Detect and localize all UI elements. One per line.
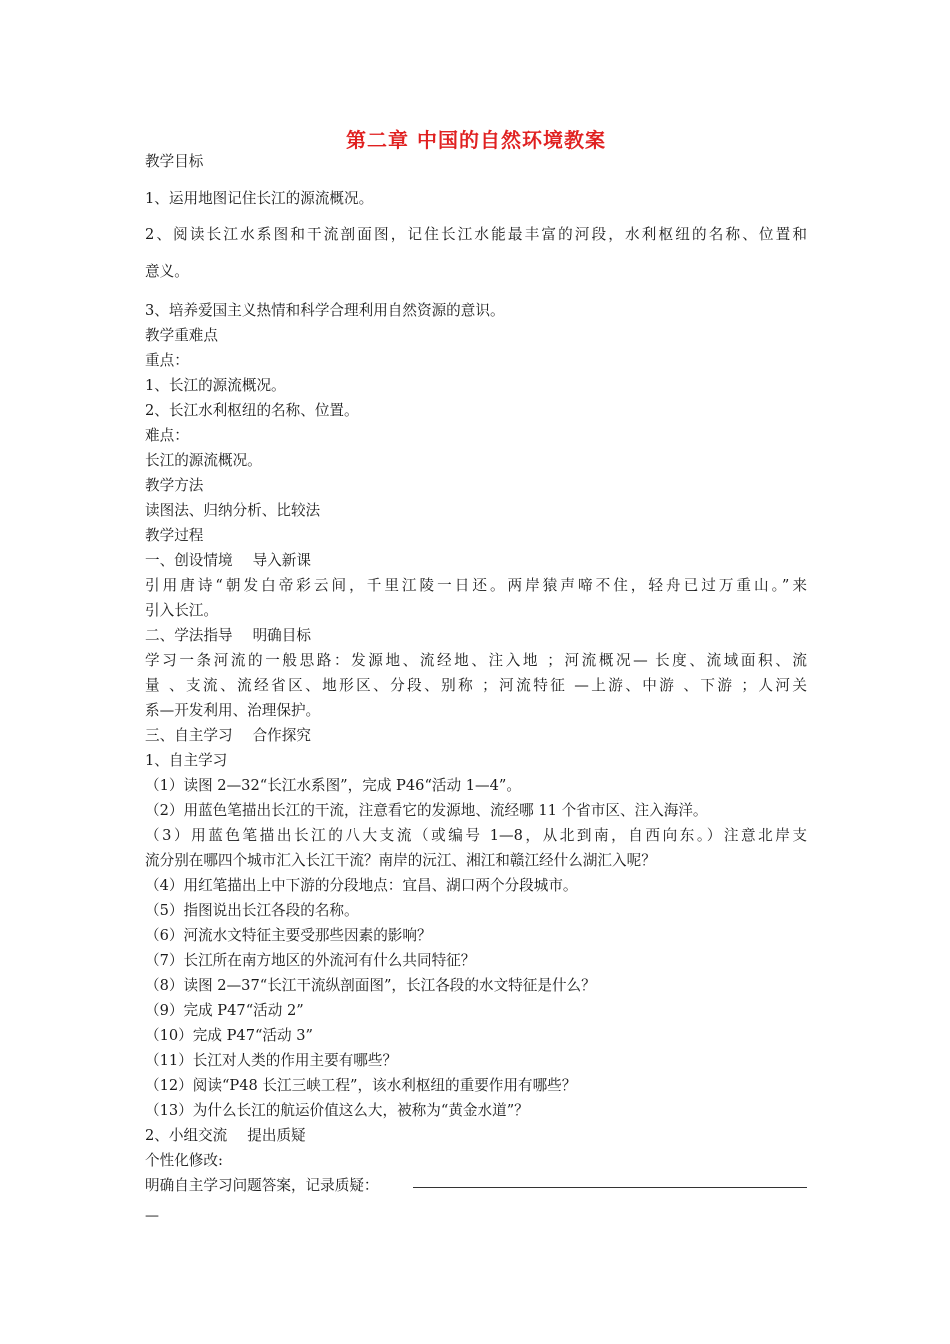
question-6: （6）河流水文特征主要受那些因素的影响？ <box>145 927 432 944</box>
section-1-text-line-2: 引入长江。 <box>145 602 218 619</box>
process-heading: 教学过程 <box>145 527 204 544</box>
question-13: （13）为什么长江的航运价值这么大，被称为“黄金水道”？ <box>145 1102 529 1119</box>
section-1-heading <box>145 551 311 571</box>
trailing-dash: — <box>145 1208 159 1224</box>
hard-point-1: 长江的源流概况。 <box>145 452 262 469</box>
section-1-title: 一、创设情境 <box>145 552 233 569</box>
subsection-1-heading: 1、自主学习 <box>145 752 228 769</box>
question-2: （2）用蓝色笔描出长江的干流，注意看它的发源地、流经哪 11 个省市区、注入海洋。 <box>145 802 708 819</box>
hard-points-label: 难点： <box>145 427 189 444</box>
section-2-title: 二、学法指导 <box>145 627 233 644</box>
section-2-text-line-2: 量 、支流、流经省区、地形区、分段、别称 ；河流特征 —上游、中游 、下游 ；人河关 <box>145 677 807 694</box>
question-5: （5）指图说出长江各段的名称。 <box>145 902 359 919</box>
key-point-2: 2、长江水利枢纽的名称、位置。 <box>145 402 359 419</box>
answer-fill-line <box>413 1187 807 1188</box>
objectives-heading: 教学目标 <box>145 153 204 170</box>
question-3-line-2: 流分别在哪四个城市汇入长江干流？南岸的沅江、湘江和赣江经什么湖汇入呢？ <box>145 852 656 869</box>
question-4: （4）用红笔描出上中下游的分段地点：宜昌、湖口两个分段城市。 <box>145 877 578 894</box>
record-questions-label: 明确自主学习问题答案，记录质疑： <box>145 1177 379 1194</box>
section-2-heading <box>145 626 311 646</box>
methods-heading: 教学方法 <box>145 477 204 494</box>
question-9: （9）完成 P47“活动 2” <box>145 1002 304 1019</box>
question-10: （10）完成 P47“活动 3” <box>145 1027 314 1044</box>
key-points-label: 重点： <box>145 352 189 369</box>
section-2-text-line-1: 学习一条河流的一般思路：发源地、流经地、注入地 ；河流概况— 长度、流域面积、流 <box>145 652 807 669</box>
section-2-text-line-3: 系—开发利用、治理保护。 <box>145 702 321 719</box>
question-7: （7）长江所在南方地区的外流河有什么共同特征？ <box>145 952 476 969</box>
question-8: （8）读图 2—37“长江干流纵剖面图”，长江各段的水文特征是什么？ <box>145 977 596 994</box>
objective-3: 3、培养爱国主义热情和科学合理利用自然资源的意识。 <box>145 302 505 319</box>
section-1-subtitle: 导入新课 <box>252 552 311 569</box>
section-3-heading <box>145 726 311 746</box>
objective-1: 1、运用地图记住长江的源流概况。 <box>145 190 374 207</box>
section-2-subtitle: 明确目标 <box>252 627 311 644</box>
question-11: （11）长江对人类的作用主要有哪些？ <box>145 1052 398 1069</box>
section-3-title: 三、自主学习 <box>145 727 233 744</box>
question-3-line-1: （3）用蓝色笔描出长江的八大支流（或编号 1—8，从北到南，自西向东。）注意北岸支 <box>145 827 807 844</box>
subsection-2-heading <box>145 1126 306 1146</box>
section-3-subtitle: 合作探究 <box>252 727 311 744</box>
objective-2-line-1: 2、阅读长江水系图和干流剖面图，记住长江水能最丰富的河段，水利枢纽的名称、位置和 <box>145 226 807 243</box>
question-12: （12）阅读“P48 长江三峡工程”，该水利枢纽的重要作用有哪些？ <box>145 1077 577 1094</box>
personal-revision-label: 个性化修改: <box>145 1152 223 1169</box>
document-title: 第二章 中国的自然环境教案 <box>346 128 606 152</box>
subsection-2-title: 2、小组交流 <box>145 1127 228 1144</box>
subsection-2-subtitle: 提出质疑 <box>247 1127 306 1144</box>
section-1-text-line-1: 引用唐诗“朝发白帝彩云间，千里江陵一日还。两岸猿声啼不住，轻舟已过万重山。”来 <box>145 577 807 594</box>
objective-2-line-2: 意义。 <box>145 263 189 280</box>
question-1: （1）读图 2—32“长江水系图”，完成 P46“活动 1—4”。 <box>145 777 521 794</box>
key-point-1: 1、长江的源流概况。 <box>145 377 286 394</box>
difficulties-heading: 教学重难点 <box>145 327 218 344</box>
methods-text: 读图法、归纳分析、比较法 <box>145 502 321 519</box>
